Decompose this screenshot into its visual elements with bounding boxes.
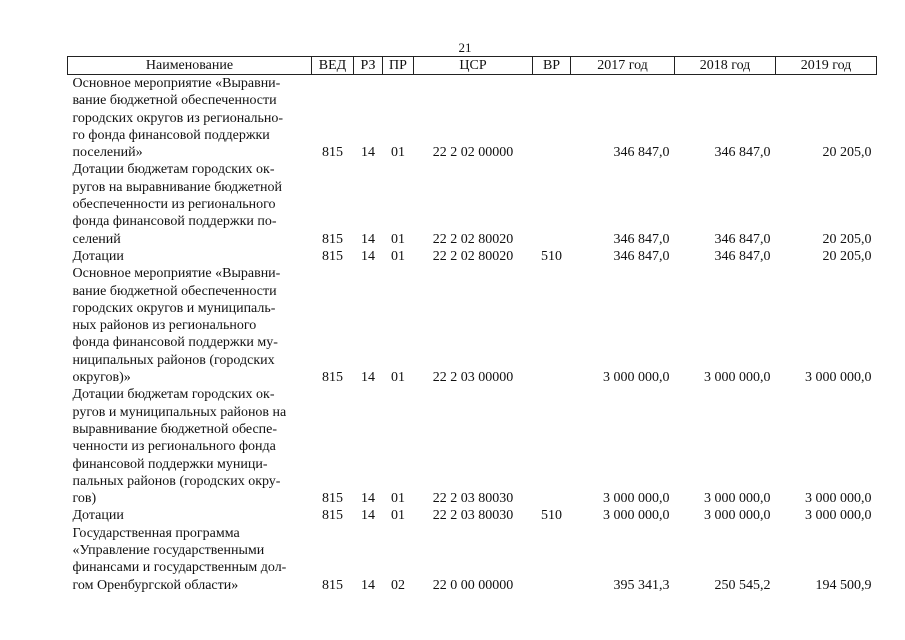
cell-ved: 815 (322, 248, 343, 264)
cell-2017: 346 847,0 (613, 145, 670, 161)
cell-2017: 346 847,0 (613, 231, 670, 247)
name-line: Основное мероприятие «Выравни- (72, 76, 281, 91)
cell-2019: 20 205,0 (822, 231, 872, 247)
cell-2018: 3 000 000,0 (704, 491, 771, 507)
cell-2019: 3 000 000,0 (805, 491, 872, 507)
cell-rz: 14 (361, 491, 375, 507)
table-row (68, 265, 877, 386)
cell-ved: 815 (322, 370, 343, 386)
cell-2018: 346 847,0 (714, 145, 771, 161)
cell-pr: 01 (391, 248, 405, 264)
name-line: обеспеченности из регионального (72, 197, 276, 213)
cell-ved: 815 (322, 508, 343, 524)
header-2017: 2017 год (571, 57, 675, 75)
header-ved: ВЕД (312, 57, 354, 75)
name-line: Дотации бюджетам городских ок- (72, 162, 275, 178)
cell-pr: 01 (391, 231, 405, 247)
cell-ved: 815 (322, 577, 343, 593)
name-line: ниципальных районов (городских (72, 352, 275, 368)
cell-2018: 346 847,0 (714, 248, 771, 264)
name-line: поселений» (72, 145, 143, 161)
cell-ved: 815 (322, 231, 343, 247)
name-line: городских округов и муниципаль- (72, 300, 276, 316)
name-line: городских округов из регионально- (72, 110, 284, 126)
cell-vr: 510 (541, 508, 562, 524)
table-row (68, 248, 877, 265)
cell-pr: 01 (391, 508, 405, 524)
header-2018: 2018 год (675, 57, 776, 75)
cell-pr: 02 (391, 577, 405, 593)
cell-2019: 20 205,0 (822, 248, 872, 264)
name-line: вание бюджетной обеспеченности (72, 283, 277, 299)
cell-csr: 22 0 00 00000 (432, 577, 514, 593)
cell-vr (533, 386, 571, 507)
name-line: вание бюджетной обеспеченности (72, 93, 277, 109)
table-row (68, 161, 877, 247)
name-line: ченности из регионального фонда (72, 439, 276, 455)
cell-rz: 14 (361, 508, 375, 524)
cell-2017: 395 341,3 (613, 577, 670, 593)
cell-2018: 346 847,0 (714, 231, 771, 247)
cell-2018: 3 000 000,0 (704, 508, 771, 524)
cell-rz: 14 (361, 145, 375, 161)
header-vr: ВР (533, 57, 571, 75)
name-line: фонда финансовой поддержки по- (72, 214, 277, 230)
name-line: фонда финансовой поддержки му- (72, 335, 278, 351)
name-line: финансами и государственным дол- (72, 560, 287, 576)
cell-name (68, 248, 312, 265)
name-line: Дотации (72, 508, 124, 524)
cell-ved: 815 (322, 145, 343, 161)
name-line: пальных районов (городских окру- (72, 473, 281, 489)
cell-csr: 22 2 02 80020 (432, 248, 514, 264)
cell-vr (533, 161, 571, 247)
table-row (68, 386, 877, 507)
header-pr: ПР (383, 57, 414, 75)
cell-pr: 01 (391, 491, 405, 507)
cell-2019: 3 000 000,0 (805, 370, 872, 386)
cell-2017: 3 000 000,0 (603, 508, 670, 524)
name-line: округов)» (72, 370, 131, 386)
header-name: Наименование (68, 57, 312, 75)
header-rz: РЗ (354, 57, 383, 75)
name-line: гом Оренбургской области» (72, 577, 239, 593)
name-line: ругов и муниципальных районов на (72, 404, 287, 420)
cell-2018: 3 000 000,0 (704, 370, 771, 386)
cell-csr: 22 2 03 80030 (432, 491, 514, 507)
cell-vr: 510 (541, 248, 562, 264)
cell-csr: 22 2 03 80030 (432, 508, 514, 524)
cell-2019: 20 205,0 (822, 145, 872, 161)
name-line: Основное мероприятие «Выравни- (72, 266, 281, 282)
cell-2017: 3 000 000,0 (603, 370, 670, 386)
cell-pr: 01 (391, 370, 405, 386)
name-line: Дотации бюджетам городских ок- (72, 387, 275, 403)
header-2019: 2019 год (776, 57, 877, 75)
cell-2019: 194 500,9 (815, 577, 872, 593)
cell-csr: 22 2 02 00000 (432, 145, 514, 161)
cell-vr (533, 75, 571, 162)
cell-name (68, 386, 312, 507)
name-line: «Управление государственными (72, 543, 265, 559)
cell-2017: 3 000 000,0 (603, 491, 670, 507)
name-line: Дотации (72, 248, 124, 264)
table-row (68, 75, 877, 162)
header-csr: ЦСР (414, 57, 533, 75)
cell-rz: 14 (361, 248, 375, 264)
budget-table (67, 56, 877, 594)
cell-vr (533, 525, 571, 594)
cell-name (68, 75, 312, 162)
cell-ved: 815 (322, 491, 343, 507)
name-line: Государственная программа (72, 525, 240, 541)
cell-2018: 250 545,2 (714, 577, 771, 593)
cell-name (68, 507, 312, 524)
name-line: выравнивание бюджетной обеспе- (72, 421, 278, 437)
name-line: ных районов из регионального (72, 318, 257, 334)
cell-csr: 22 2 02 80020 (432, 231, 514, 247)
table-header (68, 57, 877, 75)
table-row (68, 507, 877, 524)
cell-csr: 22 2 03 00000 (432, 370, 514, 386)
page-number: 21 (458, 40, 472, 55)
name-line: финансовой поддержки муници- (72, 456, 268, 472)
header-row (68, 57, 877, 75)
name-line: селений (72, 231, 121, 247)
name-line: го фонда финансовой поддержки (72, 127, 270, 143)
name-line: гов) (72, 491, 97, 507)
cell-name (68, 265, 312, 386)
cell-name (68, 161, 312, 247)
cell-name (68, 525, 312, 594)
cell-rz: 14 (361, 577, 375, 593)
cell-rz: 14 (361, 370, 375, 386)
cell-pr: 01 (391, 145, 405, 161)
table-body (68, 75, 877, 594)
cell-vr (533, 265, 571, 386)
cell-2019: 3 000 000,0 (805, 508, 872, 524)
cell-2017: 346 847,0 (613, 248, 670, 264)
table-row (68, 525, 877, 594)
name-line: ругов на выравнивание бюджетной (72, 179, 282, 195)
cell-rz: 14 (361, 231, 375, 247)
